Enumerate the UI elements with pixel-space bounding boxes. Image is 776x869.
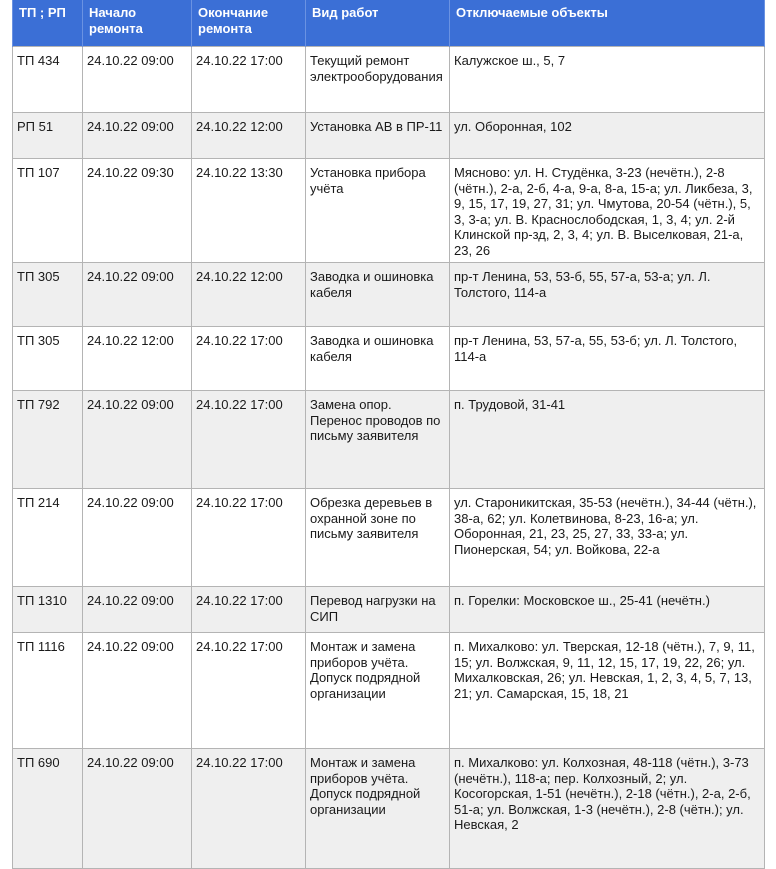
table-row xyxy=(13,113,765,159)
cell-objects: Калужское ш., 5, 7 xyxy=(450,47,765,113)
cell-work: Заводка и ошиновка кабеля xyxy=(306,327,450,391)
table-row xyxy=(13,633,765,749)
cell-start: 24.10.22 09:30 xyxy=(83,159,192,263)
cell-end: 24.10.22 12:00 xyxy=(192,263,306,327)
cell-tp: ТП 214 xyxy=(13,489,83,587)
cell-tp: ТП 1310 xyxy=(13,587,83,633)
cell-objects: пр-т Ленина, 53, 53-б, 55, 57-а, 53-а; ул. Л. Толстого, 114-а xyxy=(450,263,765,327)
table-row xyxy=(13,47,765,113)
cell-tp: ТП 305 xyxy=(13,263,83,327)
cell-work: Установка АВ в ПР-11 xyxy=(306,113,450,159)
cell-work: Текущий ремонт электрооборудования xyxy=(306,47,450,113)
cell-work: Замена опор. Перенос проводов по письму заявителя xyxy=(306,391,450,489)
cell-start: 24.10.22 09:00 xyxy=(83,263,192,327)
header-start: Начало ремонта xyxy=(83,0,192,47)
cell-objects: п. Михалково: ул. Колхозная, 48-118 (чётн.), 3-73 (нечётн.), 118-а; пер. Колхозный, 2; ул. Косогорская, 1-51 (нечётн.), 2-18 (чётн.), 2-а, 2-б, 51-а; ул. Волжская, 1-3 (нечётн.), 2-8 (чётн.); ул. Невская, 2 xyxy=(450,749,765,869)
cell-objects: пр-т Ленина, 53, 57-а, 55, 53-б; ул. Л. Толстого, 114-а xyxy=(450,327,765,391)
cell-end: 24.10.22 17:00 xyxy=(192,587,306,633)
table-row xyxy=(13,263,765,327)
cell-tp: ТП 792 xyxy=(13,391,83,489)
cell-work: Установка прибора учёта xyxy=(306,159,450,263)
cell-work: Перевод нагрузки на СИП xyxy=(306,587,450,633)
header-end: Окончание ремонта xyxy=(192,0,306,47)
cell-objects: Мясново: ул. Н. Студёнка, 3-23 (нечётн.), 2-8 (чётн.), 2-а, 2-б, 4-а, 9-а, 8-а, 15-а; ул. Ликбеза, 3, 9, 15, 17, 19, 27, 31; ул. Чмутова, 20-54 (чётн.), 5, 3, 3-а; ул. В. Краснослободская, 1, 3, 4; ул. 2-й Клинской пр-зд, 2, 3, 4; ул. В. Выселковая, 21-а, 23, 26 xyxy=(450,159,765,263)
cell-tp: ТП 305 xyxy=(13,327,83,391)
cell-work: Обрезка деревьев в охранной зоне по письму заявителя xyxy=(306,489,450,587)
cell-tp: ТП 434 xyxy=(13,47,83,113)
cell-objects: п. Трудовой, 31-41 xyxy=(450,391,765,489)
cell-objects: п. Горелки: Московское ш., 25-41 (нечётн.) xyxy=(450,587,765,633)
cell-end: 24.10.22 17:00 xyxy=(192,749,306,869)
cell-start: 24.10.22 09:00 xyxy=(83,587,192,633)
cell-work: Монтаж и замена приборов учёта. Допуск подрядной организации xyxy=(306,749,450,869)
cell-start: 24.10.22 09:00 xyxy=(83,113,192,159)
table-row xyxy=(13,159,765,263)
cell-start: 24.10.22 09:00 xyxy=(83,489,192,587)
cell-objects: ул. Оборонная, 102 xyxy=(450,113,765,159)
table-row xyxy=(13,327,765,391)
cell-objects: ул. Староникитская, 35-53 (нечётн.), 34-44 (чётн.), 38-а, 62; ул. Колетвинова, 8-23, 16-а; ул. Оборонная, 21, 23, 25, 27, 33, 33-а; ул. Пионерская, 54; ул. Войкова, 22-а xyxy=(450,489,765,587)
cell-end: 24.10.22 17:00 xyxy=(192,47,306,113)
table-header-row xyxy=(13,0,765,47)
cell-end: 24.10.22 17:00 xyxy=(192,391,306,489)
cell-end: 24.10.22 12:00 xyxy=(192,113,306,159)
cell-start: 24.10.22 09:00 xyxy=(83,633,192,749)
table-row xyxy=(13,749,765,869)
table-row xyxy=(13,489,765,587)
cell-tp: РП 51 xyxy=(13,113,83,159)
cell-end: 24.10.22 13:30 xyxy=(192,159,306,263)
cell-objects: п. Михалково: ул. Тверская, 12-18 (чётн.), 7, 9, 11, 15; ул. Волжская, 9, 11, 12, 15, 17, 19, 22, 26; ул. Михалковская, 26; ул. Невская, 1, 2, 3, 4, 5, 7, 13, 21; ул. Самарская, 15, 18, 21 xyxy=(450,633,765,749)
table-row xyxy=(13,587,765,633)
table-row xyxy=(13,391,765,489)
header-work-type: Вид работ xyxy=(306,0,450,47)
cell-start: 24.10.22 09:00 xyxy=(83,749,192,869)
cell-end: 24.10.22 17:00 xyxy=(192,489,306,587)
cell-work: Монтаж и замена приборов учёта. Допуск подрядной организации xyxy=(306,633,450,749)
header-objects: Отключаемые объекты xyxy=(450,0,765,47)
cell-work: Заводка и ошиновка кабеля xyxy=(306,263,450,327)
cell-tp: ТП 690 xyxy=(13,749,83,869)
cell-start: 24.10.22 09:00 xyxy=(83,47,192,113)
cell-tp: ТП 1116 xyxy=(13,633,83,749)
cell-tp: ТП 107 xyxy=(13,159,83,263)
cell-start: 24.10.22 12:00 xyxy=(83,327,192,391)
outage-schedule-table xyxy=(12,0,765,869)
cell-start: 24.10.22 09:00 xyxy=(83,391,192,489)
header-tp-rp: ТП ; РП xyxy=(13,0,83,47)
cell-end: 24.10.22 17:00 xyxy=(192,633,306,749)
cell-end: 24.10.22 17:00 xyxy=(192,327,306,391)
